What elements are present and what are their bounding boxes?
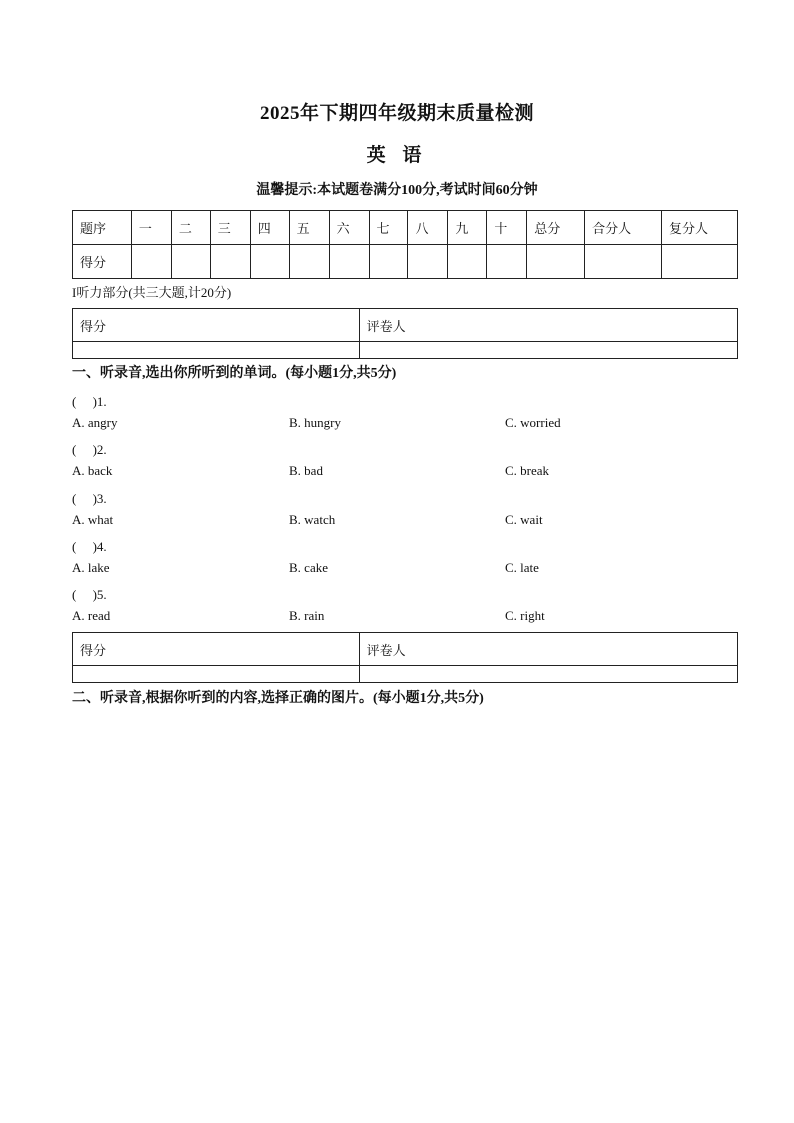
score-cell[interactable] [329, 245, 369, 279]
section2-heading: 二、听录音,根据你听到的内容,选择正确的图片。(每小题1分,共5分) [72, 691, 484, 706]
grader-name-cell[interactable] [359, 666, 737, 683]
score-cell[interactable] [250, 245, 289, 279]
grader-score-label: 得分 [73, 309, 360, 342]
part1-label: I听力部分(共三大题,计20分) [72, 285, 232, 300]
score-cell[interactable] [448, 245, 487, 279]
score-table-header-cell: 十 [487, 211, 527, 245]
score-row-label: 得分 [73, 245, 132, 279]
score-table-header-cell: 一 [131, 211, 171, 245]
score-cell[interactable] [487, 245, 527, 279]
option-c: C. right [505, 608, 545, 623]
section1-heading: 一、听录音,选出你所听到的单词。(每小题1分,共5分) [72, 366, 397, 381]
score-table-header-cell: 九 [448, 211, 487, 245]
score-table-header-row [73, 211, 738, 245]
score-table-score-row [73, 245, 738, 279]
score-table-header-cell: 四 [250, 211, 289, 245]
score-table-header-cell: 二 [171, 211, 210, 245]
score-table-header-cell: 七 [369, 211, 408, 245]
score-cell[interactable] [210, 245, 250, 279]
question-number: ( )2. [72, 442, 107, 457]
option-a: A. back [72, 463, 113, 478]
exam-title: 2025年下期四年级期末质量检测 [259, 103, 534, 124]
option-c: C. wait [505, 512, 543, 527]
question-number: ( )1. [72, 394, 107, 409]
grader-name-label: 评卷人 [359, 309, 737, 342]
option-b: B. cake [289, 560, 328, 575]
score-table [72, 210, 738, 279]
option-a: A. read [72, 608, 111, 623]
option-a: A. angry [72, 415, 118, 430]
option-c: C. worried [505, 415, 561, 430]
question-number: ( )3. [72, 491, 107, 506]
grader-name-label: 评卷人 [359, 633, 737, 666]
score-table-header-cell: 五 [289, 211, 329, 245]
score-cell[interactable] [171, 245, 210, 279]
option-c: C. late [505, 560, 539, 575]
option-b: B. hungry [289, 415, 341, 430]
option-b: B. bad [289, 463, 323, 478]
score-cell[interactable] [585, 245, 662, 279]
score-cell[interactable] [408, 245, 448, 279]
score-table-header-cell: 题序 [73, 211, 132, 245]
exam-tip: 温馨提示:本试题卷满分100分,考试时间60分钟 [256, 183, 538, 198]
score-cell[interactable] [131, 245, 171, 279]
question-number: ( )5. [72, 587, 107, 602]
score-cell[interactable] [369, 245, 408, 279]
score-cell[interactable] [289, 245, 329, 279]
grader-score-label: 得分 [73, 633, 360, 666]
score-cell[interactable] [662, 245, 738, 279]
grader-box-2 [72, 632, 738, 683]
question-number: ( )4. [72, 539, 107, 554]
score-table-header-cell: 八 [408, 211, 448, 245]
option-b: B. rain [289, 608, 325, 623]
grader-box-1 [72, 308, 738, 359]
grader-score-cell[interactable] [73, 666, 360, 683]
option-a: A. lake [72, 560, 110, 575]
score-table-header-cell: 总分 [527, 211, 585, 245]
score-table-header-cell: 六 [329, 211, 369, 245]
grader-name-cell[interactable] [359, 342, 737, 359]
score-table-header-cell: 合分人 [585, 211, 662, 245]
grader-score-cell[interactable] [73, 342, 360, 359]
score-cell[interactable] [527, 245, 585, 279]
option-c: C. break [505, 463, 550, 478]
option-b: B. watch [289, 512, 336, 527]
subject-title: 英 语 [366, 145, 428, 166]
option-a: A. what [72, 512, 114, 527]
score-table-header-cell: 复分人 [662, 211, 738, 245]
score-table-header-cell: 三 [210, 211, 250, 245]
